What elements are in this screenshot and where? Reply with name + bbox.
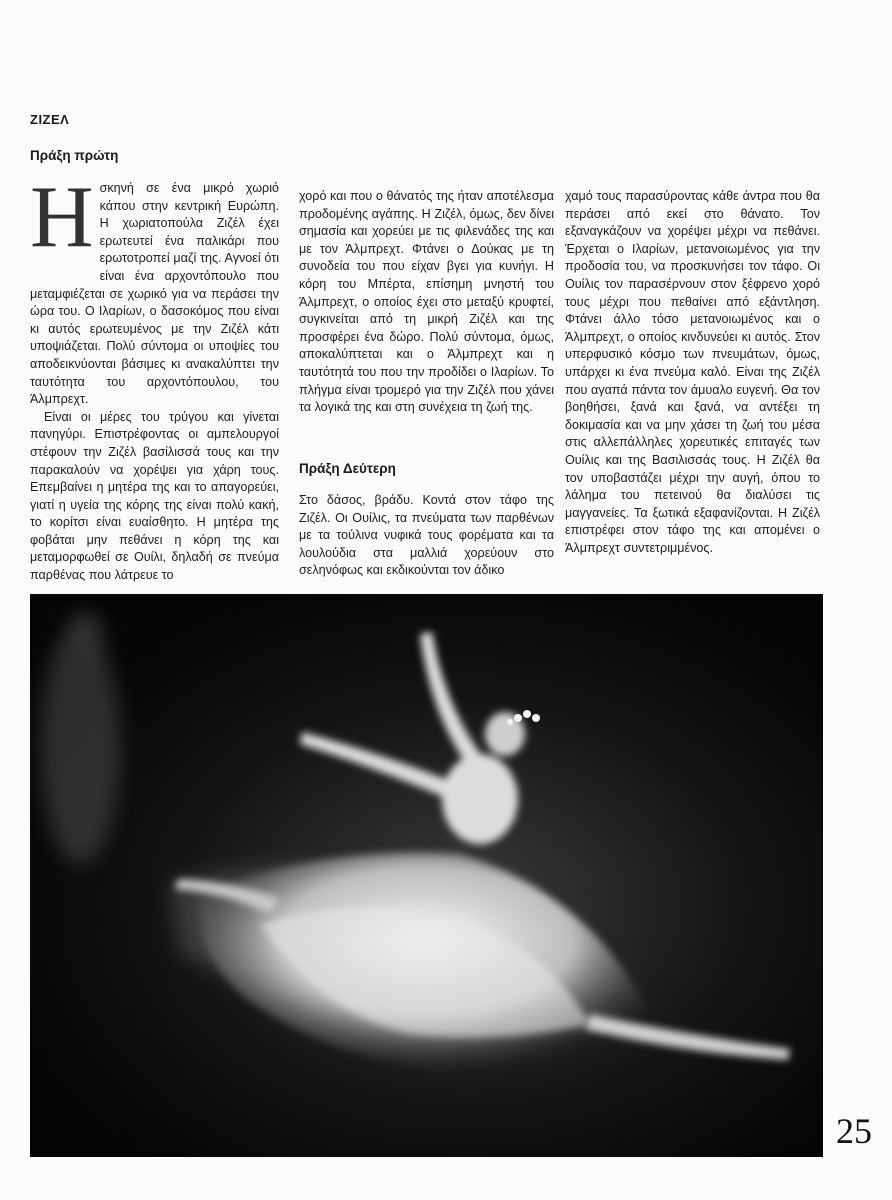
- text-column-3: [565, 188, 820, 557]
- drop-cap: Η: [30, 169, 94, 266]
- act-two-heading: Πράξη Δεύτερη: [299, 461, 396, 476]
- act-one-heading: Πράξη πρώτη: [30, 148, 119, 163]
- text-column-1: [30, 169, 279, 585]
- act-one-paragraph-1: [30, 169, 279, 409]
- ballerina-leap-image: [30, 594, 823, 1157]
- ballerina-photo: [30, 594, 823, 1157]
- article-title: ΖΙΖΕΛ: [30, 112, 70, 127]
- paragraph-text: σκηνή σε ένα μικρό χωριό κάπου στην κεντρική Ευρώπη. Η χωριατοπούλα Ζιζέλ έχει ερωτευτεί ένα παλικάρι που ερωτοτροπεί μαζί της. Αγνοεί ότι είναι ένα αρχοντόπουλο που μεταμφιέζεται σε χωρικό για να περάσει την ώρα του. Ο Ιλαρίων, ο δασοκόμος που είναι κι αυτός ερωτευμένος με την Ζιζέλ κάτι υποψιάζεται. Πολύ σύντομα οι υποψίες του αποδεικνύονται βάσιμες κι ανακαλύπτει την ταυτότητα του αρχοντόπουλου, του Άλμπρεχτ.: [30, 181, 279, 407]
- page-number: 25: [836, 1111, 872, 1151]
- text-column-2-lower: [299, 492, 554, 580]
- act-two-paragraph-2: χαμό τους παρασύροντας κάθε άντρα που θα περάσει από εκεί στο θάνατο. Τον εξαναγκάζουν να χορέψει μέχρι να πεθάνει. Έρχεται ο Ιλαρίων, μετανοιωμένος για την προδοσία του, να προσκυνήσει τον τάφο. Οι Ουίλις τον παρασέρνουν στον ξέφρενο χορό τους μέχρι που πεθαίνει από εξάντληση. Φτάνει άλλο τόσο μετανοιωμένος και ο Άλμπρεχτ, ο οποίος κινδυνεύει κι αυτός. Στον υπερφυσικό κόσμο των πνευμάτων, όμως, υπάρχει κι ένα πνεύμα καλό. Είναι της Ζιζέλ που αγαπά πάντα τον άμυαλο ευγενή. Θα τον βοηθήσει, ξανά και ξανά, να αντέξει τη δοκιμασία και να μην χάσει τη ζωή του μέσα στις αλλεπάλληλες χορευτικές επιταγές των Ουίλις και της Βασιλισσάς τους. Η Ζιζέλ θα τον υποβαστάζει μέχρι την αυγή, όπου το λάλημα του πετεινού θα διαλύσει τις μαγγανείες. Τα ξωτικά εξαφανίζονται. Η Ζιζέλ επιστρέφει στον τάφο της και απομένει ο Άλμπρεχτ συντετριμμένος.: [565, 189, 820, 555]
- act-one-paragraph-2: Είναι οι μέρες του τρύγου και γίνεται πανηγύρι. Επιστρέφοντας οι αμπελουργοί στέφουν την Ζιζέλ βασίλισσά τους και την παρακαλούν να χορέψει για χάρη τους. Επεμβαίνει η μητέρα της και το απαγορεύει, γιατί η υγεία της κόρης της είναι πολύ κακή, το κορίτσι είναι ευαίσθητο. Η μητέρα της φοβάται μην πεθάνει η κόρη της και μεταμορφωθεί σε Ουίλι, δηλαδή σε πνεύμα παρθένας που λάτρευε το: [30, 409, 279, 583]
- act-two-paragraph-1: Στο δάσος, βράδυ. Κοντά στον τάφο της Ζιζέλ. Οι Ουίλις, τα πνεύματα των παρθένων με τα τούλινα νυφικά τους φορέματα και τα λουλούδια στα μαλλιά χορεύουν στο σεληνόφως και εκδικούνται τον άδικο: [299, 493, 554, 578]
- act-one-paragraph-3: χορό και που ο θάνατός της ήταν αποτέλεσμα προδομένης αγάπης. Η Ζιζέλ, όμως, δεν δίνει σημασία και χορεύει με τις φιλενάδες της και με τον Άλμπρεχτ. Φτάνει ο Δούκας με τη συνοδεία του που είχαν βγει για κυνήγι. Η κόρη του Μπέρτα, επίσημη μνηστή του Άλμπρεχτ, ο οποίος έχει στο μεταξύ κρυφτεί, συγκινείται από τη μικρή Ζιζέλ και της προσφέρει ένα δώρο. Πολύ σύντομα, όμως, αποκαλύπτεται και ο Άλμπρεχτ και η ταυτότητά του που την προδίδει ο Ιλαρίων. Το πλήγμα είναι τρομερό για την Ζιζέλ που χάνει τα λογικά της και στη συνέχεια τη ζωή της.: [299, 189, 554, 415]
- text-column-2: [299, 188, 554, 417]
